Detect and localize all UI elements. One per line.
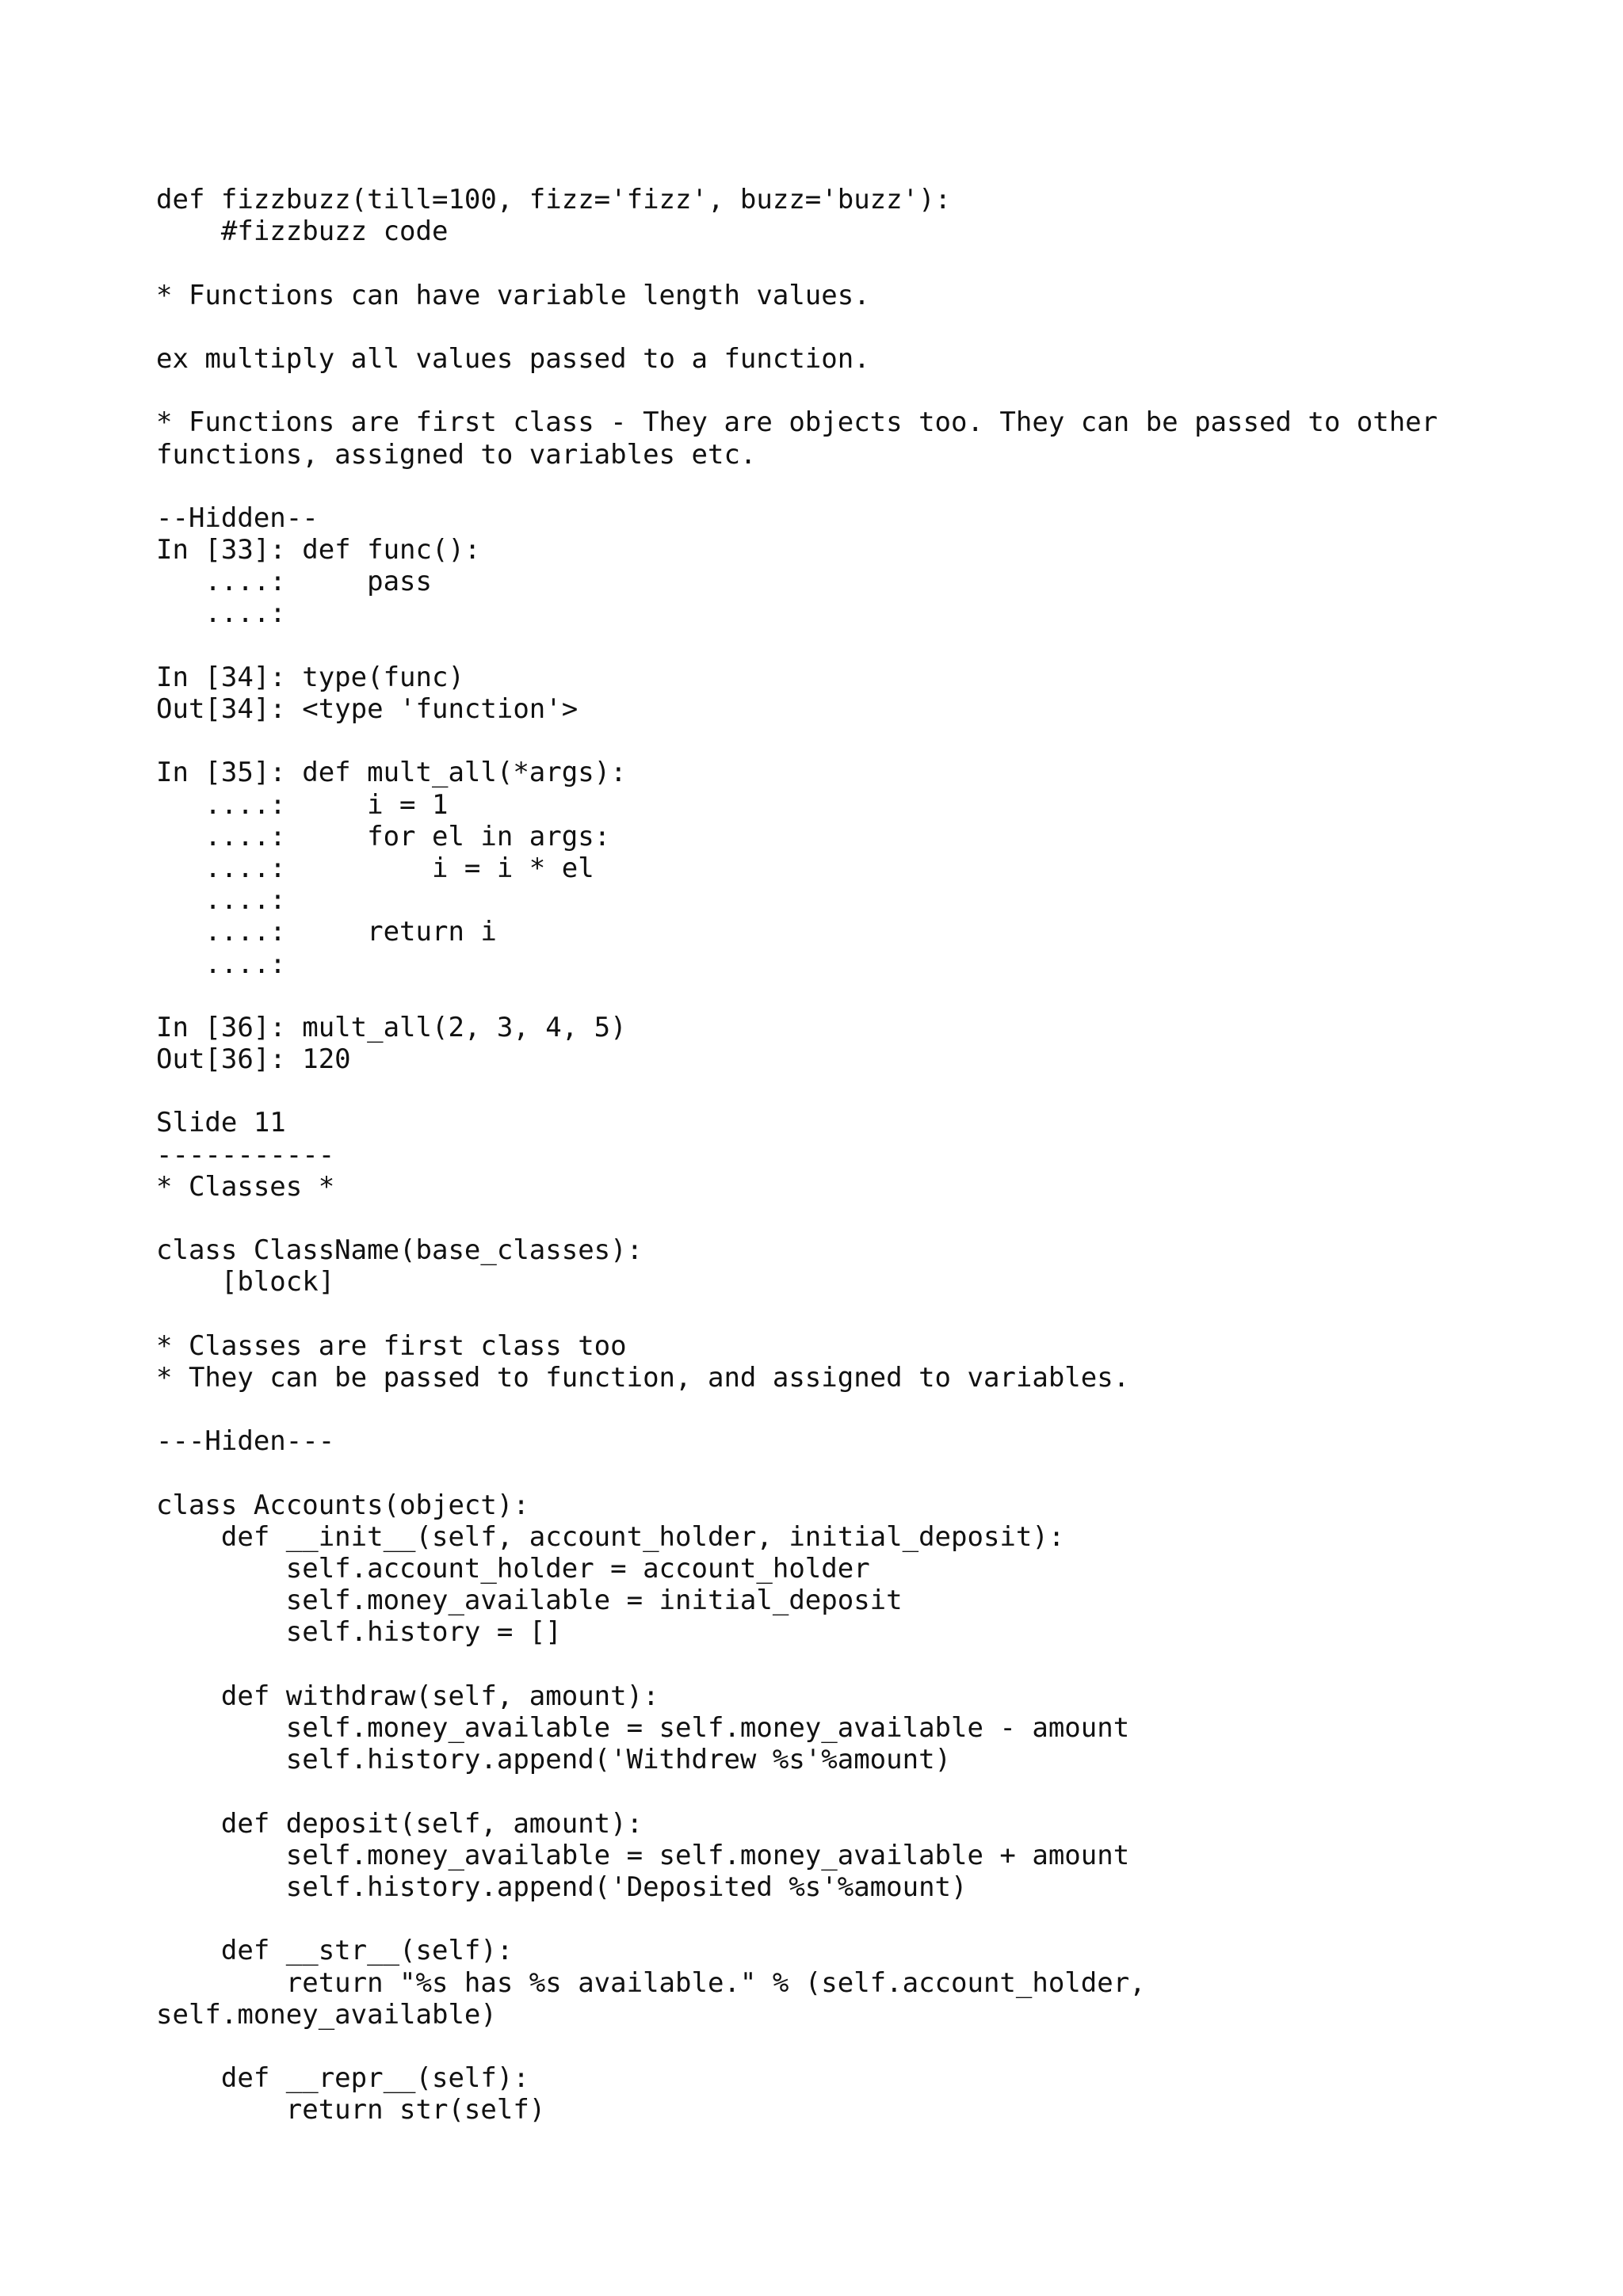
document-line	[156, 1649, 1583, 1680]
document-line	[156, 980, 1583, 1012]
document-line	[156, 1203, 1583, 1234]
document-line: self.money_available = self.money_available - amount	[156, 1712, 1130, 1744]
document-line: self.money_available = initial_deposit	[156, 1585, 903, 1617]
document-line: ....:	[156, 948, 286, 980]
document-line: return "%s has %s available." % (self.account_holder,	[156, 1966, 1146, 1999]
document-line: self.money_available)	[156, 1998, 497, 2031]
document-line: * They can be passed to function, and assigned to variables.	[156, 1361, 1130, 1394]
document-line	[156, 1775, 1583, 1807]
document-line: self.history = []	[156, 1616, 562, 1649]
document-line: ---Hiden---	[156, 1425, 335, 1458]
document-line: In [33]: def func():	[156, 534, 481, 566]
document-line: ....: pass	[156, 566, 432, 598]
document-line: Out[36]: 120	[156, 1043, 351, 1076]
document-line	[156, 1458, 1583, 1489]
document-line: In [35]: def mult_all(*args):	[156, 757, 627, 789]
document-line: ....: i = 1	[156, 788, 449, 821]
document-line: functions, assigned to variables etc.	[156, 438, 757, 471]
document-line: def __str__(self):	[156, 1935, 514, 1967]
document-line: def deposit(self, amount):	[156, 1807, 643, 1840]
document-line: def fizzbuzz(till=100, fizz='fizz', buzz='buzz'):	[156, 184, 952, 215]
document-line: --Hidden--	[156, 502, 319, 534]
document-line	[156, 1075, 1583, 1107]
document-line: ....:	[156, 597, 286, 630]
document-line	[156, 630, 1583, 662]
document-line: class ClassName(base_classes):	[156, 1234, 643, 1267]
document-line	[156, 1903, 1583, 1935]
document-line: ....: return i	[156, 916, 497, 948]
document-line: ....: i = i * el	[156, 852, 594, 884]
document-line: * Classes are first class too	[156, 1329, 627, 1362]
document-line: class Accounts(object):	[156, 1489, 529, 1521]
document-line: Out[34]: <type 'function'>	[156, 693, 579, 725]
document-line	[156, 725, 1583, 757]
document-line: [block]	[156, 1266, 335, 1299]
document-line: Slide 11	[156, 1107, 286, 1139]
document-line: def __repr__(self):	[156, 2062, 529, 2095]
document-line: In [34]: type(func)	[156, 661, 464, 693]
document-line: self.money_available = self.money_available + amount	[156, 1839, 1130, 1871]
document-line	[156, 2031, 1583, 2062]
document-line	[156, 1394, 1583, 1425]
document-line: ....: for el in args:	[156, 820, 611, 852]
document-line: In [36]: mult_all(2, 3, 4, 5)	[156, 1011, 627, 1043]
document-line: * Classes *	[156, 1170, 335, 1203]
document-line: return str(self)	[156, 2094, 546, 2126]
document-line: #fizzbuzz code	[156, 215, 449, 248]
document-line: self.account_holder = account_holder	[156, 1553, 870, 1585]
document-line	[156, 375, 1583, 406]
document-line: self.history.append('Withdrew %s'%amount)	[156, 1744, 952, 1776]
document-line: * Functions are first class - They are objects too. They can be passed to other	[156, 406, 1438, 439]
document-line: -----------	[156, 1138, 335, 1171]
document-line: def __init__(self, account_holder, initial_deposit):	[156, 1520, 1065, 1553]
document-text	[156, 184, 1583, 2126]
document-line: ....:	[156, 884, 286, 917]
document-line	[156, 1299, 1583, 1330]
document-line: def withdraw(self, amount):	[156, 1680, 659, 1712]
document-line: ex multiply all values passed to a function.	[156, 342, 870, 375]
document-line	[156, 471, 1583, 502]
document-line: * Functions can have variable length values.	[156, 279, 870, 311]
document-line: self.history.append('Deposited %s'%amount)	[156, 1871, 968, 1903]
document-line	[156, 247, 1583, 279]
document-line	[156, 311, 1583, 343]
